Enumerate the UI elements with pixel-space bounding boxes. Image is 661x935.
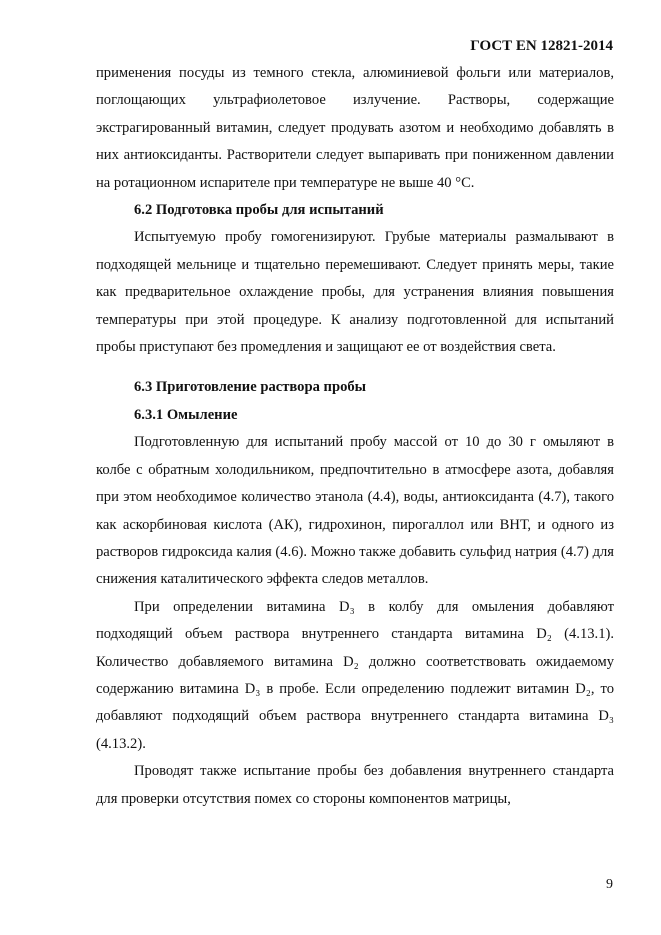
paragraph: Проводят также испытание пробы без добавления внутреннего стандарта для проверки отсутствия помех со стороны компонентов матрицы,	[96, 763, 614, 807]
body-text	[96, 60, 614, 813]
subsection-heading-6-3-1: 6.3.1 Омыление	[134, 406, 238, 423]
paragraph: Подготовленную для испытаний пробу массой от 10 до 30 г омыляют в колбе с обратным холодильником, предпочтительно в атмосфере азота, добавляя при этом необходимое количество этанола (4.4), воды, антиоксиданта (4.7), такого как аскорбиновая кислота (АК), гидрохинон, пирогаллол или ВНТ, и одного из растворов гидроксида калия (4.6). Можно также добавить сульфид натрия (4.7) для снижения каталитического эффекта следов металлов.	[96, 434, 614, 588]
section-heading-6-3: 6.3 Приготовление раствора пробы	[134, 379, 367, 396]
spacer	[96, 361, 614, 374]
document-header: ГОСТ EN 12821-2014	[470, 38, 613, 54]
paragraph: применения посуды из темного стекла, алюминиевой фольги или материалов, поглощающих ультрафиолетовое излучение. Растворы, содержащие экстрагированный витамин, следует продувать азотом и необходимо добавлять в них антиоксиданты. Растворители следует выпаривать при пониженном давлении на ротационном испарителе при температуре не выше 40 °C.	[96, 65, 614, 191]
paragraph: При определении витамина D₃ в колбу для омыления добавляют подходящий объем раствора внутреннего стандарта витамина D₂ (4.13.1). Количество добавляемого витамина D₂ должно соответствовать ожидаемому содержанию витамина D₃ в пробе. Если определению подлежит витамин D₂, то добавляют подходящий объем раствора внутреннего стандарта витамина D₃ (4.13.2).	[96, 598, 614, 752]
section-heading-6-2: 6.2 Подготовка пробы для испытаний	[134, 202, 384, 219]
page-number: 9	[606, 877, 613, 892]
paragraph: Испытуемую пробу гомогенизируют. Грубые материалы размалывают в подходящей мельнице и тщательно перемешивают. Следует принять меры, такие как предварительное охлаждение пробы, для устранения влияния повышения температуры при этой процедуре. К анализу подготовленной для испытаний пробы приступают без промедления и защищают ее от воздействия света.	[96, 229, 614, 356]
